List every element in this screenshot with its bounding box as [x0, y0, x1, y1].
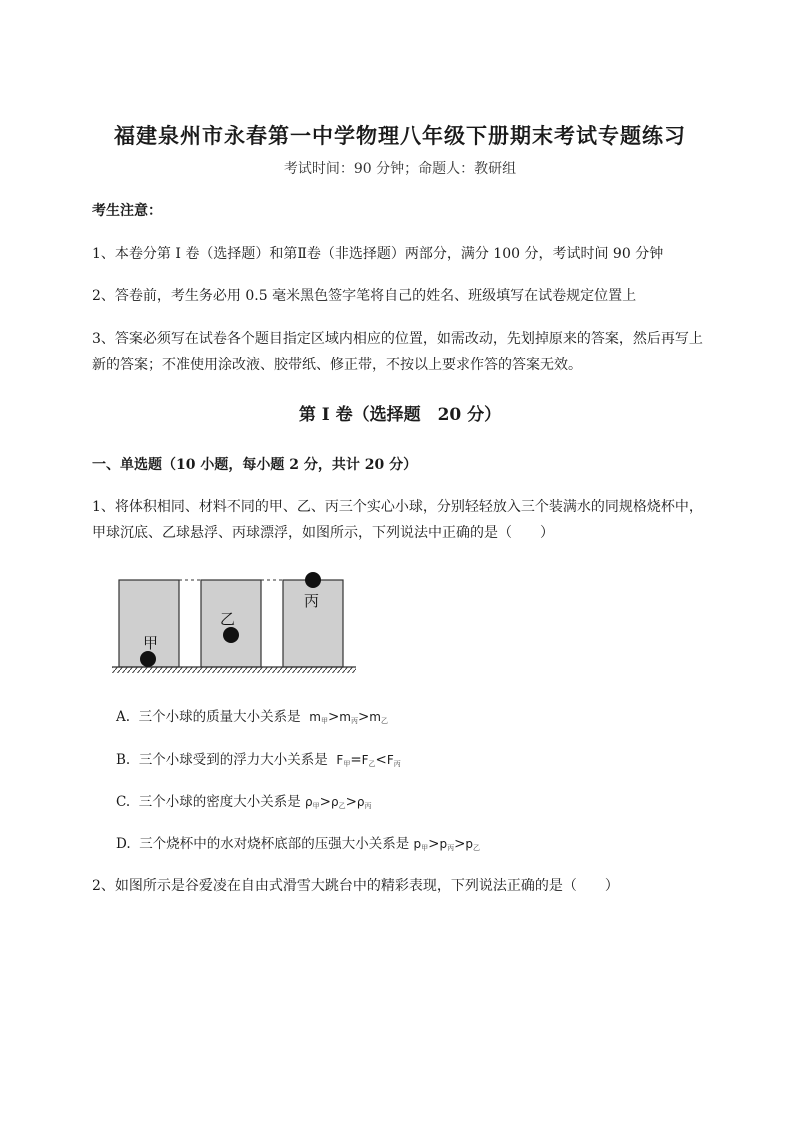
subscript: 甲: [312, 802, 320, 810]
symbol: ρ: [305, 795, 313, 809]
question-2-stem: 2、如图所示是谷爱凌在自由式滑雪大跳台中的精彩表现，下列说法正确的是（ ）: [92, 878, 619, 894]
beakers-figure: [110, 568, 358, 678]
notice-heading: 考生注意：: [92, 203, 162, 219]
option-d[interactable]: [116, 834, 480, 858]
subscript: 甲: [320, 717, 328, 725]
option-text: 三个小球的质量大小关系是: [138, 709, 301, 725]
subscript: 丙: [447, 844, 455, 852]
option-prefix: C.: [116, 794, 131, 810]
symbol: p: [413, 837, 422, 851]
exam-info: 考试时间：90 分钟；命题人：教研组: [283, 161, 517, 177]
ground-hatch: [112, 667, 356, 673]
label-yi: 乙: [220, 610, 236, 628]
ball-yi: [223, 627, 239, 643]
subscript: 甲: [343, 760, 351, 768]
operator: >: [428, 836, 440, 852]
subscript: 乙: [338, 802, 346, 810]
operator: =: [350, 752, 362, 768]
notice-item-2: 2、答卷前，考生务必用 0.5 毫米黑色签字笔将自己的姓名、班级填写在试卷规定位置上: [92, 288, 637, 304]
option-c[interactable]: [116, 792, 372, 816]
ball-jia: [140, 651, 156, 667]
section-title: 第 I 卷（选择题 20 分）: [298, 405, 502, 425]
subscript: 乙: [473, 844, 481, 852]
symbol: m: [339, 710, 351, 724]
symbol: m: [369, 710, 381, 724]
subscript: 乙: [368, 760, 376, 768]
subscript: 乙: [380, 717, 388, 725]
subscript: 甲: [421, 844, 429, 852]
part-heading: 一、单选题（10 小题，每小题 2 分，共计 20 分）: [92, 457, 418, 473]
ball-bing: [305, 572, 321, 588]
operator: >: [357, 709, 370, 725]
page-title: 福建泉州市永春第一中学物理八年级下册期末考试专题练习: [114, 123, 686, 148]
option-a[interactable]: [116, 707, 388, 731]
symbol: p: [465, 837, 474, 851]
operator: >: [454, 836, 466, 852]
operator: >: [345, 794, 357, 810]
operator: >: [319, 794, 331, 810]
operator: >: [327, 709, 340, 725]
symbol: F: [361, 753, 369, 767]
subscript: 丙: [350, 717, 358, 725]
label-jia: 甲: [143, 634, 159, 652]
notice-item-1: 1、本卷分第 I 卷（选择题）和第Ⅱ卷（非选择题）两部分，满分 100 分，考试时间 90 分钟: [92, 246, 664, 262]
option-prefix: A.: [116, 709, 131, 725]
option-text: 三个小球的密度大小关系是: [138, 794, 301, 810]
notice-item-3: 3、答案必须写在试卷各个题目指定区域内相应的位置，如需改动，先划掉原来的答案，然后再写上新的答案；不准使用涂改液、胶带纸、修正带，不按以上要求作答的答案无效。: [92, 331, 703, 373]
option-text: 三个烧杯中的水对烧杯底部的压强大小关系是: [139, 836, 410, 852]
question-1-stem: 1、将体积相同、材料不同的甲、乙、丙三个实心小球，分别轻轻放入三个装满水的同规格烧杯中，甲球沉底、乙球悬浮、丙球漂浮，如图所示，下列说法中正确的是（ ）: [92, 499, 703, 541]
label-bing: 丙: [304, 592, 320, 610]
subscript: 丙: [393, 760, 401, 768]
symbol: m: [309, 710, 321, 724]
option-prefix: B.: [116, 752, 131, 768]
symbol: F: [336, 753, 344, 767]
symbol: ρ: [330, 795, 339, 809]
option-prefix: D.: [116, 836, 131, 852]
option-text: 三个小球受到的浮力大小关系是: [138, 752, 328, 768]
subscript: 丙: [364, 802, 372, 810]
symbol: ρ: [356, 795, 365, 809]
symbol: p: [439, 837, 448, 851]
option-b[interactable]: [116, 750, 401, 774]
symbol: F: [386, 753, 394, 767]
operator: <: [375, 752, 387, 768]
